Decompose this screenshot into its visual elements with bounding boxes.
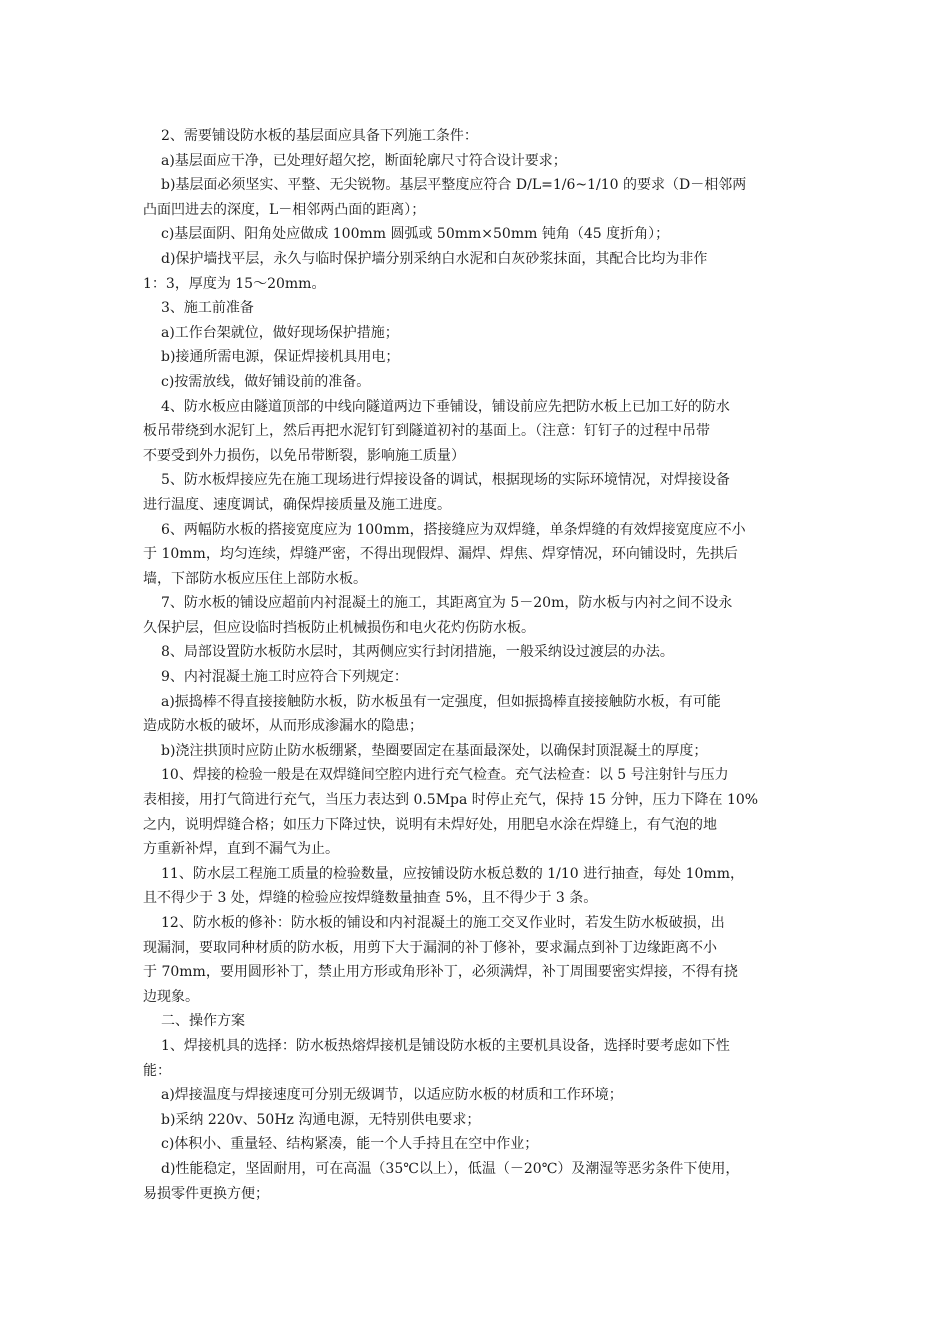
text-line: 5、防水板焊接应先在施工现场进行焊接设备的调试，根据现场的实际环境情况，对焊接设备 bbox=[161, 472, 730, 489]
text-line: 7、防水板的铺设应超前内衬混凝土的施工，其距离宜为 5－20m，防水板与内衬之间不设永 bbox=[161, 595, 733, 612]
text-line: 1、焊接机具的选择：防水板热熔焊接机是铺设防水板的主要机具设备，选择时要考虑如下性 bbox=[161, 1037, 730, 1054]
text-line: c)体积小、重量轻、结构紧凑，能一个人手持且在空中作业； bbox=[161, 1136, 539, 1153]
text-line: 墙，下部防水板应压住上部防水板。 bbox=[143, 570, 367, 587]
text-line: a)焊接温度与焊接速度可分别无级调节，以适应防水板的材质和工作环境； bbox=[161, 1087, 623, 1104]
text-line: 2、需要铺设防水板的基层面应具备下列施工条件： bbox=[161, 128, 478, 144]
document-body bbox=[143, 124, 811, 1206]
text-line: 1：3，厚度为 15～20mm。 bbox=[143, 275, 326, 292]
text-line: b)采纳 220v、50Hz 沟通电源，无特别供电要求； bbox=[161, 1111, 481, 1128]
text-line: 3、施工前准备 bbox=[161, 300, 254, 317]
text-line: 于 70mm，要用圆形补丁，禁止用方形或角形补丁，必须满焊，补丁周围要密实焊接，不得有挠 bbox=[143, 964, 738, 981]
text-line: 板吊带绕到水泥钉上，然后再把水泥钉钉到隧道初衬的基面上。（注意：钉钉子的过程中吊带 bbox=[143, 423, 710, 440]
text-line: c)按需放线，做好铺设前的准备。 bbox=[161, 373, 371, 390]
text-line: 且不得少于 3 处，焊缝的检验应按焊缝数量抽查 5%，且不得少于 3 条。 bbox=[143, 890, 598, 907]
text-line: 能： bbox=[143, 1062, 171, 1079]
text-line: 9、内衬混凝土施工时应符合下列规定： bbox=[161, 669, 408, 686]
text-line: 之内，说明焊缝合格；如压力下降过快，说明有未焊好处，用肥皂水涂在焊缝上，有气泡的地 bbox=[143, 816, 717, 833]
text-line: 进行温度、速度调试，确保焊接质量及施工进度。 bbox=[143, 496, 451, 513]
text-line: a)振捣棒不得直接接触防水板，防水板虽有一定强度，但如振捣棒直接接触防水板，有可能 bbox=[161, 693, 721, 710]
text-line: 于 10mm，均匀连续，焊缝严密，不得出现假焊、漏焊、焊焦、焊穿情况，环向铺设时，先拱后 bbox=[143, 546, 738, 563]
text-line: 6、两幅防水板的搭接宽度应为 100mm，搭接缝应为双焊缝，单条焊缝的有效焊接宽度应不小 bbox=[161, 521, 746, 538]
text-line: 造成防水板的破坏，从而形成渗漏水的隐患； bbox=[143, 718, 423, 735]
text-line: b)接通所需电源，保证焊接机具用电； bbox=[161, 349, 400, 366]
text-line: 表相接，用打气筒进行充气，当压力表达到 0.5Mpa 时停止充气，保持 15 分钟，压力下降在 10% bbox=[143, 792, 759, 809]
text-line: 4、防水板应由隧道顶部的中线向隧道两边下垂铺设，铺设前应先把防水板上已加工好的防水 bbox=[161, 398, 730, 415]
text-line: 易损零件更换方便； bbox=[143, 1185, 269, 1202]
text-line: 久保护层，但应设临时挡板防止机械损伤和电火花灼伤防水板。 bbox=[143, 619, 535, 636]
text-line: 凸面凹进去的深度，L－相邻两凸面的距离）； bbox=[143, 201, 426, 218]
text-line: a)工作台架就位，做好现场保护措施； bbox=[161, 324, 399, 341]
text-line: d)性能稳定，坚固耐用，可在高温（35℃以上），低温（－20℃）及潮湿等恶劣条件下使用， bbox=[161, 1160, 740, 1177]
text-line: 边现象。 bbox=[143, 988, 199, 1005]
text-line: a)基层面应干净，已处理好超欠挖，断面轮廓尺寸符合设计要求； bbox=[161, 152, 567, 169]
text-line: 11、防水层工程施工质量的检验数量，应按铺设防水板总数的 1/10 进行抽查，每处 10mm， bbox=[161, 865, 744, 882]
text-line: d)保护墙找平层，永久与临时保护墙分别采纳白水泥和白灰砂浆抹面，其配合比均为非作 bbox=[161, 250, 708, 267]
text-line: 10、焊接的检验一般是在双焊缝间空腔内进行充气检查。充气法检查：以 5 号注射针与压力 bbox=[161, 767, 729, 784]
text-line: 不要受到外力损伤，以免吊带断裂，影响施工质量） bbox=[143, 447, 465, 464]
text-line: 12、防水板的修补：防水板的铺设和内衬混凝土的施工交叉作业时，若发生防水板破损，出 bbox=[161, 915, 725, 931]
text-line: 8、局部设置防水板防水层时，其两侧应实行封闭措施，一般采纳设过渡层的办法。 bbox=[161, 644, 674, 661]
text-line: 现漏洞，要取同种材质的防水板，用剪下大于漏洞的补丁修补，要求漏点到补丁边缘距离不小 bbox=[143, 939, 717, 956]
text-line: 方重新补焊，直到不漏气为止。 bbox=[143, 841, 339, 858]
text-line: b)浇注拱顶时应防止防水板绷紧，垫圈要固定在基面最深处，以确保封顶混凝土的厚度； bbox=[161, 742, 708, 759]
text-line: c)基层面阴、阳角处应做成 100mm 圆弧或 50mm×50mm 钝角（45 度折角）； bbox=[161, 226, 670, 243]
text-line: 二、操作方案 bbox=[161, 1013, 245, 1030]
text-line: b)基层面必须坚实、平整、无尖锐物。基层平整度应符合 D/L=1/6~1/10 的要求（D－相邻两 bbox=[161, 177, 747, 194]
